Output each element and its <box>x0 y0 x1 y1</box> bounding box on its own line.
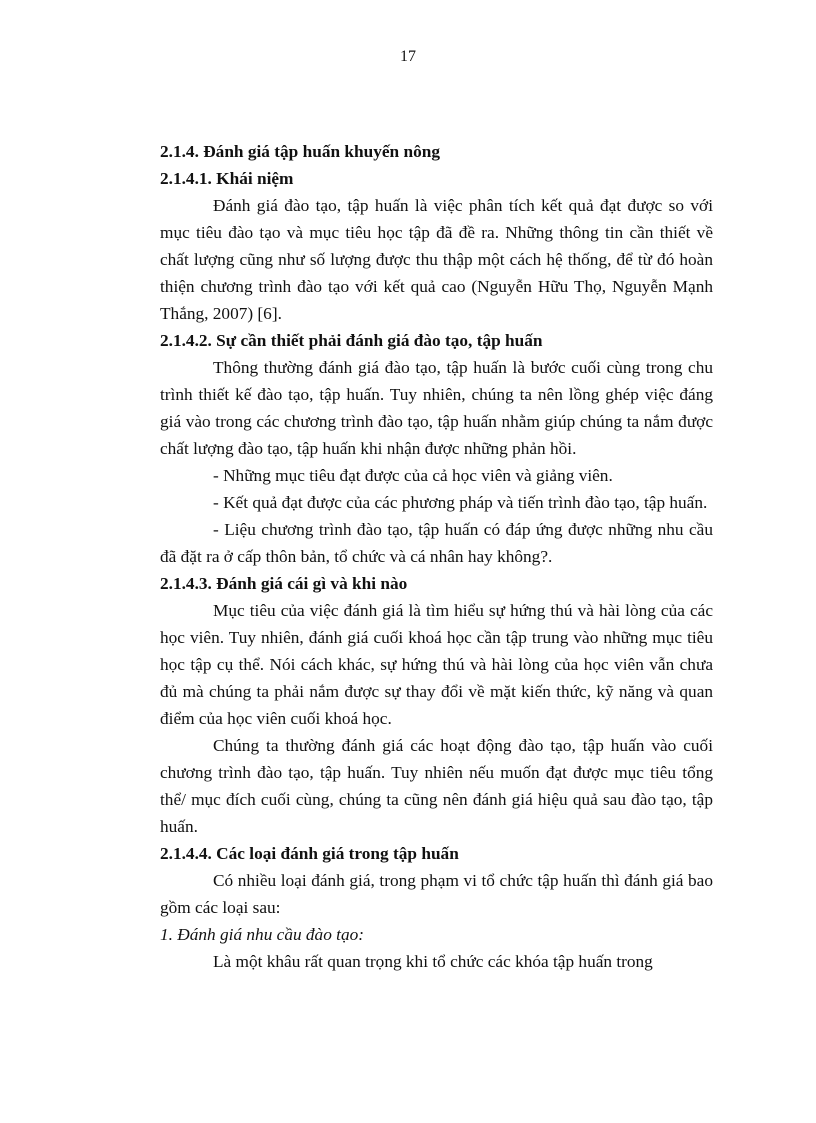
paragraph: Là một khâu rất quan trọng khi tổ chức các khóa tập huấn trong <box>213 952 653 971</box>
italic-subheading: 1. Đánh giá nhu cầu đào tạo: <box>160 925 364 944</box>
paragraph: Chúng ta thường đánh giá các hoạt động đào tạo, tập huấn vào cuối chương trình đào tạo, tập huấn. Tuy nhiên nếu muốn đạt được mục tiêu tổng thể/ mục đích cuối cùng, chúng ta cũng nên đánh giá hiệu quả sau đào tạo, tập huấn. <box>160 736 713 836</box>
bullet-item: - Kết quả đạt được của các phương pháp và tiến trình đào tạo, tập huấn. <box>213 493 708 512</box>
paragraph: Mục tiêu của việc đánh giá là tìm hiểu sự hứng thú và hài lòng của các học viên. Tuy nhiên, đánh giá cuối khoá học cần tập trung vào những mục tiêu học tập cụ thể. Nói cách khác, sự hứng thú và hài lòng của học viên vẫn chưa đủ mà chúng ta phải nắm được sự thay đổi về mặt kiến thức, kỹ năng và quan điểm của học viên cuối khoá học. <box>160 601 713 728</box>
heading-2-1-4: 2.1.4. Đánh giá tập huấn khuyến nông <box>160 142 440 161</box>
document-body <box>160 138 713 975</box>
paragraph: Thông thường đánh giá đào tạo, tập huấn là bước cuối cùng trong chu trình thiết kế đào tạo, tập huấn. Tuy nhiên, chúng ta nên lồng ghép việc đáng giá vào trong các chương trình đào tạo, tập huấn nhằm giúp chúng ta nắm được chất lượng đào tạo, tập huấn khi nhận được những phản hồi. <box>160 358 713 458</box>
heading-2-1-4-4: 2.1.4.4. Các loại đánh giá trong tập huấn <box>160 844 459 863</box>
paragraph: Đánh giá đào tạo, tập huấn là việc phân tích kết quả đạt được so với mục tiêu đào tạo và mục tiêu học tập đã đề ra. Những thông tin cần thiết về chất lượng cũng như số lượng được thu thập một cách hệ thống, để từ đó hoàn thiện chương trình đào tạo với kết quả cao (Nguyễn Hữu Thọ, Nguyễn Mạnh Thắng, 2007) [6]. <box>160 196 713 323</box>
bullet-item: - Liệu chương trình đào tạo, tập huấn có đáp ứng được những nhu cầu đã đặt ra ở cấp thôn bản, tổ chức và cá nhân hay không?. <box>160 520 713 566</box>
heading-2-1-4-2: 2.1.4.2. Sự cần thiết phải đánh giá đào tạo, tập huấn <box>160 331 543 350</box>
paragraph: Có nhiều loại đánh giá, trong phạm vi tổ chức tập huấn thì đánh giá bao gồm các loại sau: <box>160 871 713 917</box>
bullet-item: - Những mục tiêu đạt được của cả học viên và giảng viên. <box>213 466 613 485</box>
page-number: 17 <box>400 48 416 65</box>
heading-2-1-4-3: 2.1.4.3. Đánh giá cái gì và khi nào <box>160 574 408 593</box>
heading-2-1-4-1: 2.1.4.1. Khái niệm <box>160 169 294 188</box>
